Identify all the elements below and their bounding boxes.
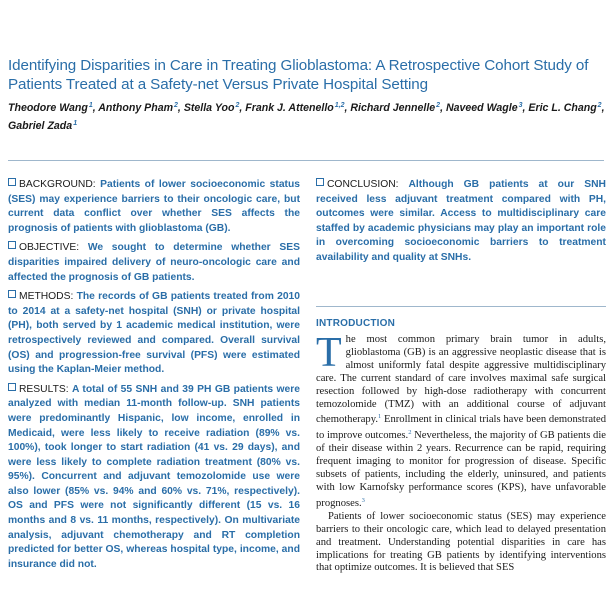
section-divider: [316, 306, 606, 307]
introduction-heading: INTRODUCTION: [316, 318, 396, 329]
introduction-paragraph: Patients of lower socioeconomic status (SES) may experience barriers to their oncologic care, which lead to delayed presentation and treatment. Understanding potential disparities in care has implications for treating GB patients by identifying interventions that optimize outcomes. It is believed that SES: [316, 510, 606, 574]
introduction-body: [316, 330, 606, 575]
bullet-square-icon: [8, 178, 16, 186]
paper-title: Identifying Disparities in Care in Treating Glioblastoma: A Retrospective Cohort Study of Patients Treated at a Safety-net Versus Private Hospital Setting: [8, 57, 589, 93]
citation-ref[interactable]: 2: [408, 429, 412, 437]
citation-ref[interactable]: 1: [377, 413, 382, 421]
author: Eric L. Chang$^2$,: [528, 102, 605, 114]
abstract-conclusion: CONCLUSION: Although GB patients at our SNH received less adjuvant treatment compared with PH, outcomes were similar. Access to multidisciplinary care staffed by academic physicians may play an important role in overcoming socioeconomic barriers to treatment availability and quality at SNHs.: [316, 179, 606, 263]
bullet-square-icon: [8, 290, 16, 298]
drop-cap: T: [316, 330, 342, 376]
introduction-paragraph: The most common primary brain tumor in adults, glioblastoma (GB) is an aggressive neoplastic disease that is almost uniformly fatal despite aggressive multidisciplinary care. The current standard of care involves maximal safe surgical resection followed by high-dose radiotherapy with concurrent temozolomide (TMZ) with an additional course of adjuvant chemotherapy.$^1$ Enrollment in clinical trials have been demonstrated to improve outcomes.$^2$ Nevertheless, the majority of GB patients die of their disease within 2 years. Recurrence can be rapid, requiring frequent imaging to monitor for progression of disease. Specific subsets of patients, including the elderly, uninsured, and patients with low Karnofsky performance scores (KPS), have unfavorable prognoses.$^3$: [316, 330, 606, 509]
abstract-background: BACKGROUND: Patients of lower socioeconomic status (SES) may experience barriers to their oncologic care, but current data conflict over whether SES affects the prognosis of patients with glioblastoma (GB).: [8, 179, 300, 234]
abstract-objective: OBJECTIVE: We sought to determine whether SES disparities impaired delivery of neuro-oncologic care and affected the prognosis of GB patients.: [8, 242, 300, 283]
author: Frank J. Attenello$^{1,2}$,: [245, 102, 351, 114]
author: Theodore Wang$^1$,: [8, 102, 99, 114]
author: Richard Jennelle$^2$,: [350, 102, 446, 114]
author: Gabriel Zada$^1$: [8, 120, 78, 132]
bullet-square-icon: [8, 383, 16, 391]
citation-ref[interactable]: 3: [361, 496, 365, 504]
abstract-methods: METHODS: The records of GB patients treated from 2010 to 2014 at a safety-net hospital (SNH) or private hospital (PH), both served by 1 academic medical institution, were retrospectively reviewed and compared. Overall survival (OS) and progression-free survival (PFS) were estimated using the Kaplan-Meier method.: [8, 291, 300, 376]
author-list: [8, 98, 608, 134]
abstract-left-column: [8, 178, 300, 577]
author: Stella Yoo$^2$,: [183, 102, 246, 114]
bullet-square-icon: [8, 241, 16, 249]
bullet-square-icon: [316, 178, 324, 186]
author: Naveed Wagle$^3$,: [445, 102, 529, 114]
author: Anthony Pham$^2$,: [98, 102, 184, 114]
abstract-right-column: [316, 178, 606, 271]
header-divider: [8, 160, 604, 161]
abstract-results: RESULTS: A total of 55 SNH and 39 PH GB patients were analyzed with median 11-month follow-up. SNH patients were predominantly Hispanic, low income, enrolled in Medicaid, were less likely to receive radiation (89% vs. 100%), took longer to start radiation (41 vs. 29 days), and were less likely to complete radiation treatment (80% vs. 95%). Concurrent and adjuvant temozolomide use were also lower (85% vs. 94% and 60% vs. 71%, respectively). OS and PFS were not significantly different (15 vs. 16 months and 8 vs. 11 months, respectively). On multivariate analysis, adjuvant chemotherapy and RT completion predicted for better OS, whereas hospital type, income, and insurance did not.: [8, 383, 300, 570]
